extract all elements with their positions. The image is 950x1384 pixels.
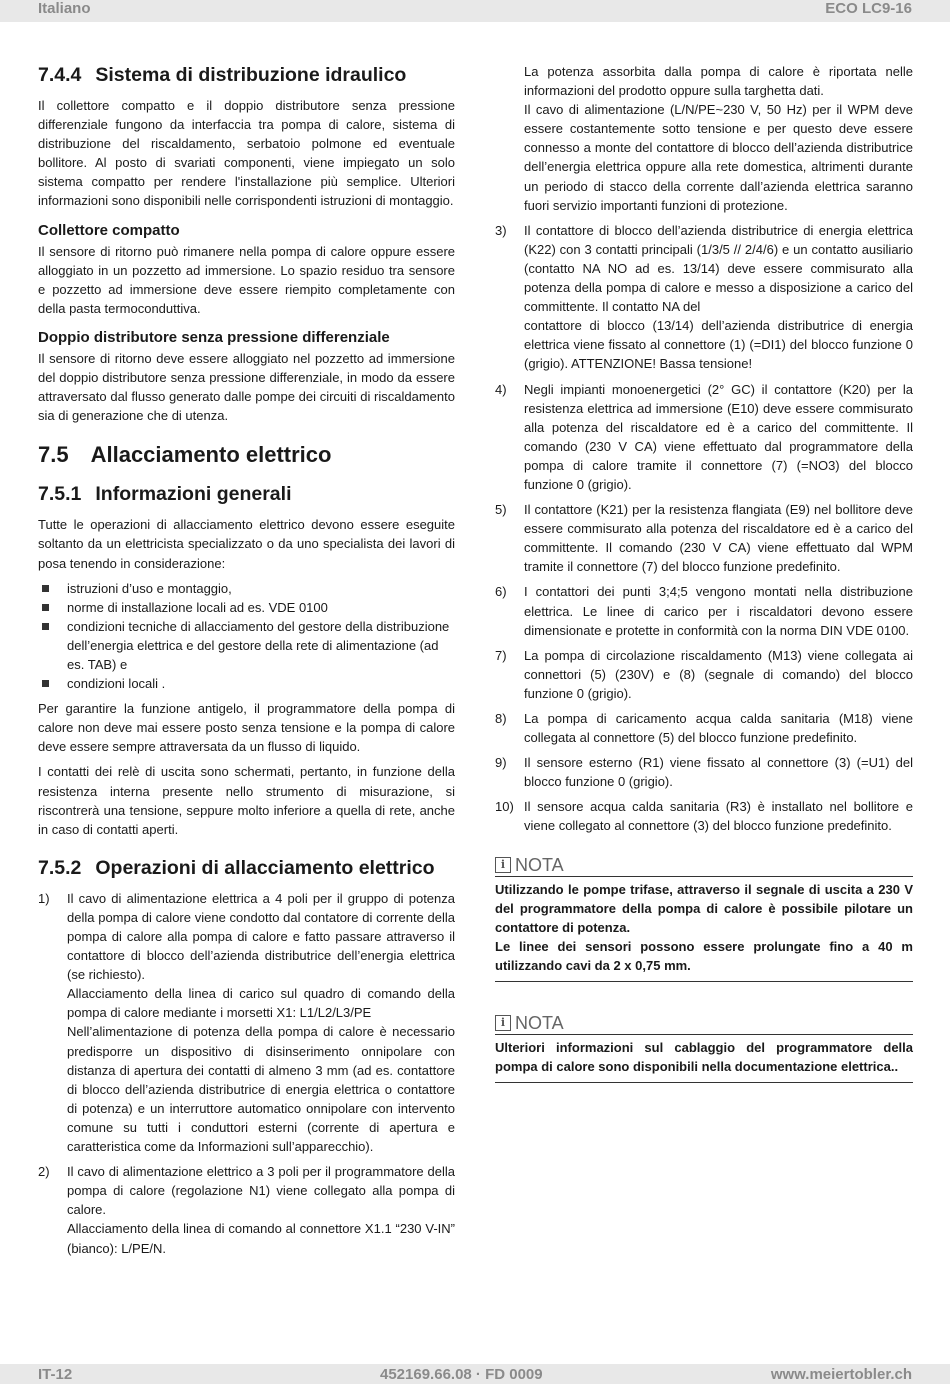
- list-item: condizioni locali .: [38, 674, 455, 693]
- page-header: [0, 0, 950, 22]
- note-box: [495, 854, 913, 982]
- paragraph: Tutte le operazioni di allacciamento elettrico devono essere eseguite soltanto da un elettricista specializzato o da uno specialista dei lavori di posa tenendo in considerazione:: [38, 517, 455, 571]
- subsection-title: Collettore compatto: [38, 221, 180, 239]
- section-title-744: 7.4.4 Sistema di distribuzione idraulico: [38, 64, 407, 86]
- note-text: Le linee dei sensori possono essere prolungate fino a 40 m utilizzando cavi da 2 x 0,75 mm.: [495, 938, 913, 973]
- note-text: Ulteriori informazioni sul cablaggio del programmatore della pompa di calore sono disponibili nella documentazione elettrica..: [495, 1040, 913, 1075]
- footer-page-number: IT-12: [38, 1366, 73, 1383]
- list-item: 5) Il contattore (K21) per la resistenza flangiata (E9) nel bollitore deve essere commisurato alla potenza del riscaldatore ed è a carico del committente. Il comando (230 V CA) viene effettuato dal WPM tramite il connettore (7) del blocco funzione predefinito.: [495, 502, 913, 575]
- list-item: 1) Il cavo di alimentazione elettrica a 4 poli per il gruppo di potenza della pompa di calore viene condotto dal contatore di corrente della pompa di calore alla pompa di calore e fatto passare attraverso il contattore di blocco dell’azienda distributrice dell’energia elettrica (se richiesto). Allacciamento della linea di carico sul quadro di comando della pompa di calore mediante i morsetti X1: L1/L2/L3/PE Nell’alimentazione di potenza della pompa di calore è necessario predisporre un dispositivo di disinserimento onnipolare con distanza di apertura dei contatti di almeno 3 mm (ad es. contattore di blocco dell’azienda distributrice di energia elettrica o contattore di potenza) e un interruttore automatico onnipolare con intervento comune su tutti i conduttori esterni (corrente di apertura e caratteristica come da Informazioni sull’apparecchio).: [38, 890, 455, 1155]
- header-language: Italiano: [38, 0, 91, 17]
- info-icon: i: [495, 1015, 511, 1031]
- section-title-751: 7.5.1 Informazioni generali: [38, 483, 292, 506]
- footer-url: www.meiertobler.ch: [770, 1366, 912, 1383]
- note-text: Utilizzando le pompe trifase, attraverso il segnale di uscita a 230 V del programmatore della pompa di calore è possibile pilotare un contattore di potenza.: [495, 881, 913, 935]
- list-item: 4) Negli impianti monoenergetici (2° GC) il contattore (K20) per la resistenza elettrica ad immersione (E10) deve essere commisurato alla potenza del riscaldatore ed è a carico del committente. Il comando (230 V CA) viene effettuato dal programmatore della pompa di calore tramite il connettore (7) (=NO3) del blocco funzione 0 (grigio).: [495, 381, 913, 492]
- note-box: [495, 1012, 913, 1083]
- list-item: 3) Il contattore di blocco dell’azienda distributrice di energia elettrica (K22) con 3 contatti principali (1/3/5 // 2/4/6) e un contatto ausiliario (contatto NA NO ad es. 13/14) deve essere commisurato alla potenza della pompa di calore e messo a disposizione a carico del committente. Il contatto NA del contattore di blocco (13/14) dell’azienda distributrice di energia elettrica viene fissato al connettore (1) (=DI1) del blocco funzione 0 (grigio). ATTENZIONE! Bassa tensione!: [495, 222, 913, 372]
- note-label: NOTA: [515, 854, 564, 875]
- right-column: [495, 62, 913, 1083]
- page-footer: [0, 1364, 950, 1384]
- numbered-list: [495, 221, 913, 836]
- note-header: [495, 854, 913, 877]
- section-title-75: 7.5 Allacciamento elettrico: [38, 442, 332, 468]
- list-item: 8) La pompa di caricamento acqua calda sanitaria (M18) viene collegata al connettore (5) del blocco funzione predefinito.: [495, 711, 913, 746]
- left-column: [38, 62, 455, 1264]
- list-item: condizioni tecniche di allacciamento del gestore della distribuzione dell’energia elettrica e del gestore della rete di alimentazione (ad es. TAB) e: [38, 617, 455, 674]
- numbered-list: [38, 889, 455, 1258]
- header-model: ECO LC9-16: [825, 0, 912, 17]
- note-header: [495, 1012, 913, 1035]
- info-icon: i: [495, 857, 511, 873]
- list-item: 2) Il cavo di alimentazione elettrico a 3 poli per il programmatore della pompa di calore (regolazione N1) viene collegato alla pompa di calore. Allacciamento della linea di comando al connettore X1.1 “230 V-IN” (bianco): L/PE/N.: [38, 1164, 455, 1256]
- paragraph: Il sensore di ritorno può rimanere nella pompa di calore oppure essere alloggiato in un pozzetto ad immersione. Lo spazio residuo tra sensore e pozzetto ad immersione deve essere riempito completamente con della pasta termoconduttiva.: [38, 243, 455, 316]
- list-item: norme di installazione locali ad es. VDE 0100: [38, 598, 455, 617]
- bullet-list: [38, 579, 455, 694]
- footer-doc-number: 452169.66.08 · FD 0009: [380, 1366, 543, 1383]
- list-item-continuation: La potenza assorbita dalla pompa di calore è riportata nelle informazioni del prodotto oppure sulla targhetta dati. Il cavo di alimentazione (L/N/PE~230 V, 50 Hz) per il WPM deve essere costantemente sotto tensione e per questo deve essere connesso a monte del contattore di blocco dell’azienda distributrice dell’energia elettrica oppure alla rete domestica, altrimenti durante un periodo di stacco della corrente dall’azienda elettrica saranno fuori servizio importanti funzioni di protezione.: [524, 64, 913, 213]
- section-title-752: 7.5.2 Operazioni di allacciamento elettrico: [38, 856, 435, 879]
- list-item: 7) La pompa di circolazione riscaldamento (M13) viene collegata ai connettori (5) (230V) e (8) (segnale di comando) del blocco funzione 0 (grigio).: [495, 647, 913, 701]
- paragraph: Il collettore compatto e il doppio distributore senza pressione differenziale fungono da interfaccia tra pompa di calore, sistema di distribuzione del riscaldamento, serbatoio polmone ed eventuale bollitore. Al posto di svariati componenti, viene impiegato un solo sistema compatto per rendere l'installazione più semplice. Ulteriori informazioni sono disponibili nelle corrispondenti istruzioni di montaggio.: [38, 98, 455, 209]
- list-item: 9) Il sensore esterno (R1) viene fissato al connettore (3) (=U1) del blocco funzione 0 (grigio).: [495, 755, 913, 790]
- paragraph: I contatti dei relè di uscita sono schermati, pertanto, in funzione della resistenza interna presente nello strumento di misurazione, si riscontrerà una tensione, seppure molto inferiore a quella di rete, anche in caso di contatti aperti.: [38, 764, 455, 837]
- list-item: 10) Il sensore acqua calda sanitaria (R3) è installato nel bollitore e viene collegato al connettore (3) del blocco funzione predefinito.: [495, 799, 913, 834]
- paragraph: Il sensore di ritorno deve essere alloggiato nel pozzetto ad immersione del doppio distributore senza pressione differenziale, in modo da essere attraversato dal flusso generato dalle pompe dei circuiti di riscaldamento sia di generazione che di utenza.: [38, 350, 455, 424]
- subsection-title: Doppio distributore senza pressione differenziale: [38, 328, 390, 346]
- list-item: istruzioni d’uso e montaggio,: [38, 579, 455, 598]
- note-label: NOTA: [515, 1013, 564, 1034]
- paragraph: Per garantire la funzione antigelo, il programmatore della pompa di calore non deve mai essere posto senza tensione e la pompa di calore deve essere sempre attraversata da un flusso di liquido.: [38, 701, 455, 755]
- list-item: 6) I contattori dei punti 3;4;5 vengono montati nella distribuzione elettrica. Le linee di carico per i riscaldatori devono essere dimensionate e protette in conformità con la norma DIN VDE 0100.: [495, 584, 913, 638]
